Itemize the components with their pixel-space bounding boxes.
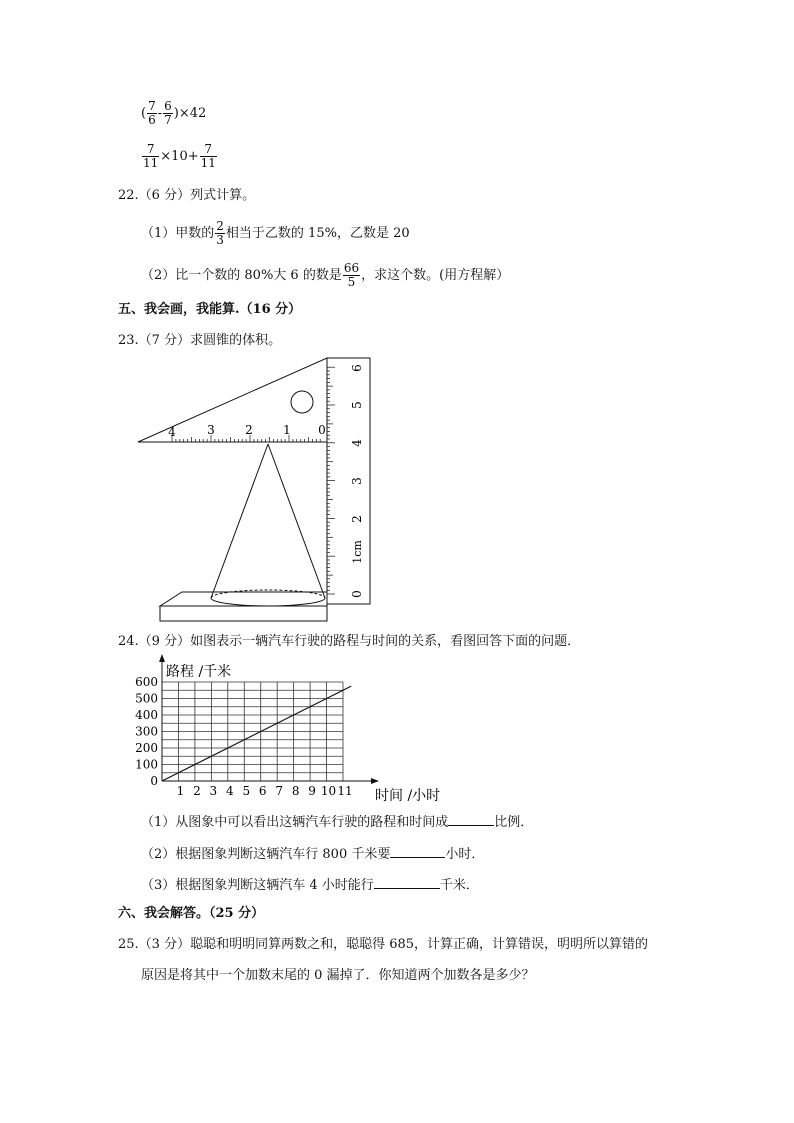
y-tick-label: 300 (135, 724, 158, 739)
h-tick-label: 1 (283, 423, 291, 437)
fraction: $\frac{2}{3}$ (216, 219, 224, 247)
y-tick-label: 100 (135, 757, 158, 772)
v-tick-label: 6 (350, 364, 364, 372)
x-tick-label: 8 (291, 784, 300, 798)
x-tick-label: 1 (176, 784, 185, 798)
q24-title: 24.（9 分）如图表示一辆汽车行驶的路程与时间的关系，看图回答下面的问题． (118, 634, 581, 649)
paren: ( (141, 106, 147, 121)
expression-tail: )×42 (173, 106, 207, 121)
x-tick-label: 5 (242, 784, 251, 798)
q22-part2: （2）比一个数的 80%大 6 的数是 $\frac{66}{5}$ ，求这个数。(用方程解） (141, 261, 510, 289)
q24-part2: （2）根据图象判断这辆汽车行 800 千米要 小时． (141, 843, 484, 864)
chart-ticks (135, 675, 353, 798)
y-axis-arrow (159, 654, 165, 662)
q24-part3: （3）根据图象判断这辆汽车 4 小时能行 千米． (141, 874, 479, 895)
series-line (162, 686, 351, 781)
fraction: $\frac{7}{11}$ (143, 142, 159, 170)
y-axis-label: 路程 /千米 (166, 664, 232, 680)
x-tick-label: 11 (337, 784, 353, 798)
q23-title: 23.（7 分）求圆锥的体积。 (118, 333, 282, 348)
x-axis-label: 时间 /小时 (375, 788, 441, 804)
minus-sign: - (157, 106, 163, 121)
x-tick-label: 2 (193, 784, 201, 798)
x-tick-label: 3 (209, 784, 218, 798)
answer-blank[interactable] (374, 874, 440, 889)
v-tick-label: 3 (350, 477, 364, 485)
fraction: $\frac{6}{7}$ (164, 99, 172, 127)
fraction: $\frac{7}{11}$ (200, 142, 216, 170)
x-tick-label: 10 (320, 784, 337, 798)
v-tick-label: 5 (350, 401, 364, 409)
q24-part1: （1）从图象中可以看出这辆汽车行驶的路程和时间成 比例． (141, 811, 533, 832)
y-tick-label: 400 (135, 708, 158, 722)
fraction: $\frac{66}{5}$ (343, 261, 360, 289)
fraction: $\frac{7}{6}$ (148, 99, 156, 127)
q25-line-1: 25.（3 分）聪聪和明明同算两数之和，聪聪得 685，计算正确，计算错误，明明所以算错的 (118, 937, 649, 952)
y-tick-label: 0 (150, 774, 158, 788)
section-5-heading: 五、我会画，我能算.（16 分） (118, 302, 302, 317)
x-tick-label: 4 (225, 784, 234, 798)
chart-grid (162, 682, 343, 781)
answer-blank[interactable] (448, 811, 494, 826)
h-tick-label: 4 (168, 425, 176, 439)
section-6-heading: 六、我会解答。（25 分） (118, 906, 265, 921)
v-tick-label: 1cm (351, 540, 364, 564)
q22-part1: （1）甲数的 $\frac{2}{3}$ 相当于乙数的 15%，乙数是 20 (141, 219, 410, 247)
x-tick-label: 6 (258, 784, 267, 798)
v-tick-label: 2 (350, 515, 364, 523)
chart-series (162, 686, 351, 781)
y-tick-label: 600 (135, 675, 158, 689)
x-axis-arrow (371, 778, 379, 784)
x-tick-label: 9 (308, 784, 316, 798)
h-tick-label: 0 (318, 423, 326, 437)
q25-line-2: 原因是将其中一个加数末尾的 0 漏掉了．你知道两个加数各是多少？ (141, 968, 535, 983)
h-tick-label: 2 (245, 423, 253, 437)
h-tick-label: 3 (207, 423, 215, 437)
v-tick-label: 4 (350, 439, 364, 447)
q22-title: 22.（6 分）列式计算。 (118, 188, 256, 203)
expression-mid: ×10+ (160, 149, 199, 164)
y-tick-label: 200 (135, 741, 158, 755)
answer-blank[interactable] (390, 843, 445, 858)
x-tick-label: 7 (275, 784, 284, 798)
y-tick-label: 500 (135, 691, 158, 706)
v-tick-label: 0 (350, 590, 364, 598)
